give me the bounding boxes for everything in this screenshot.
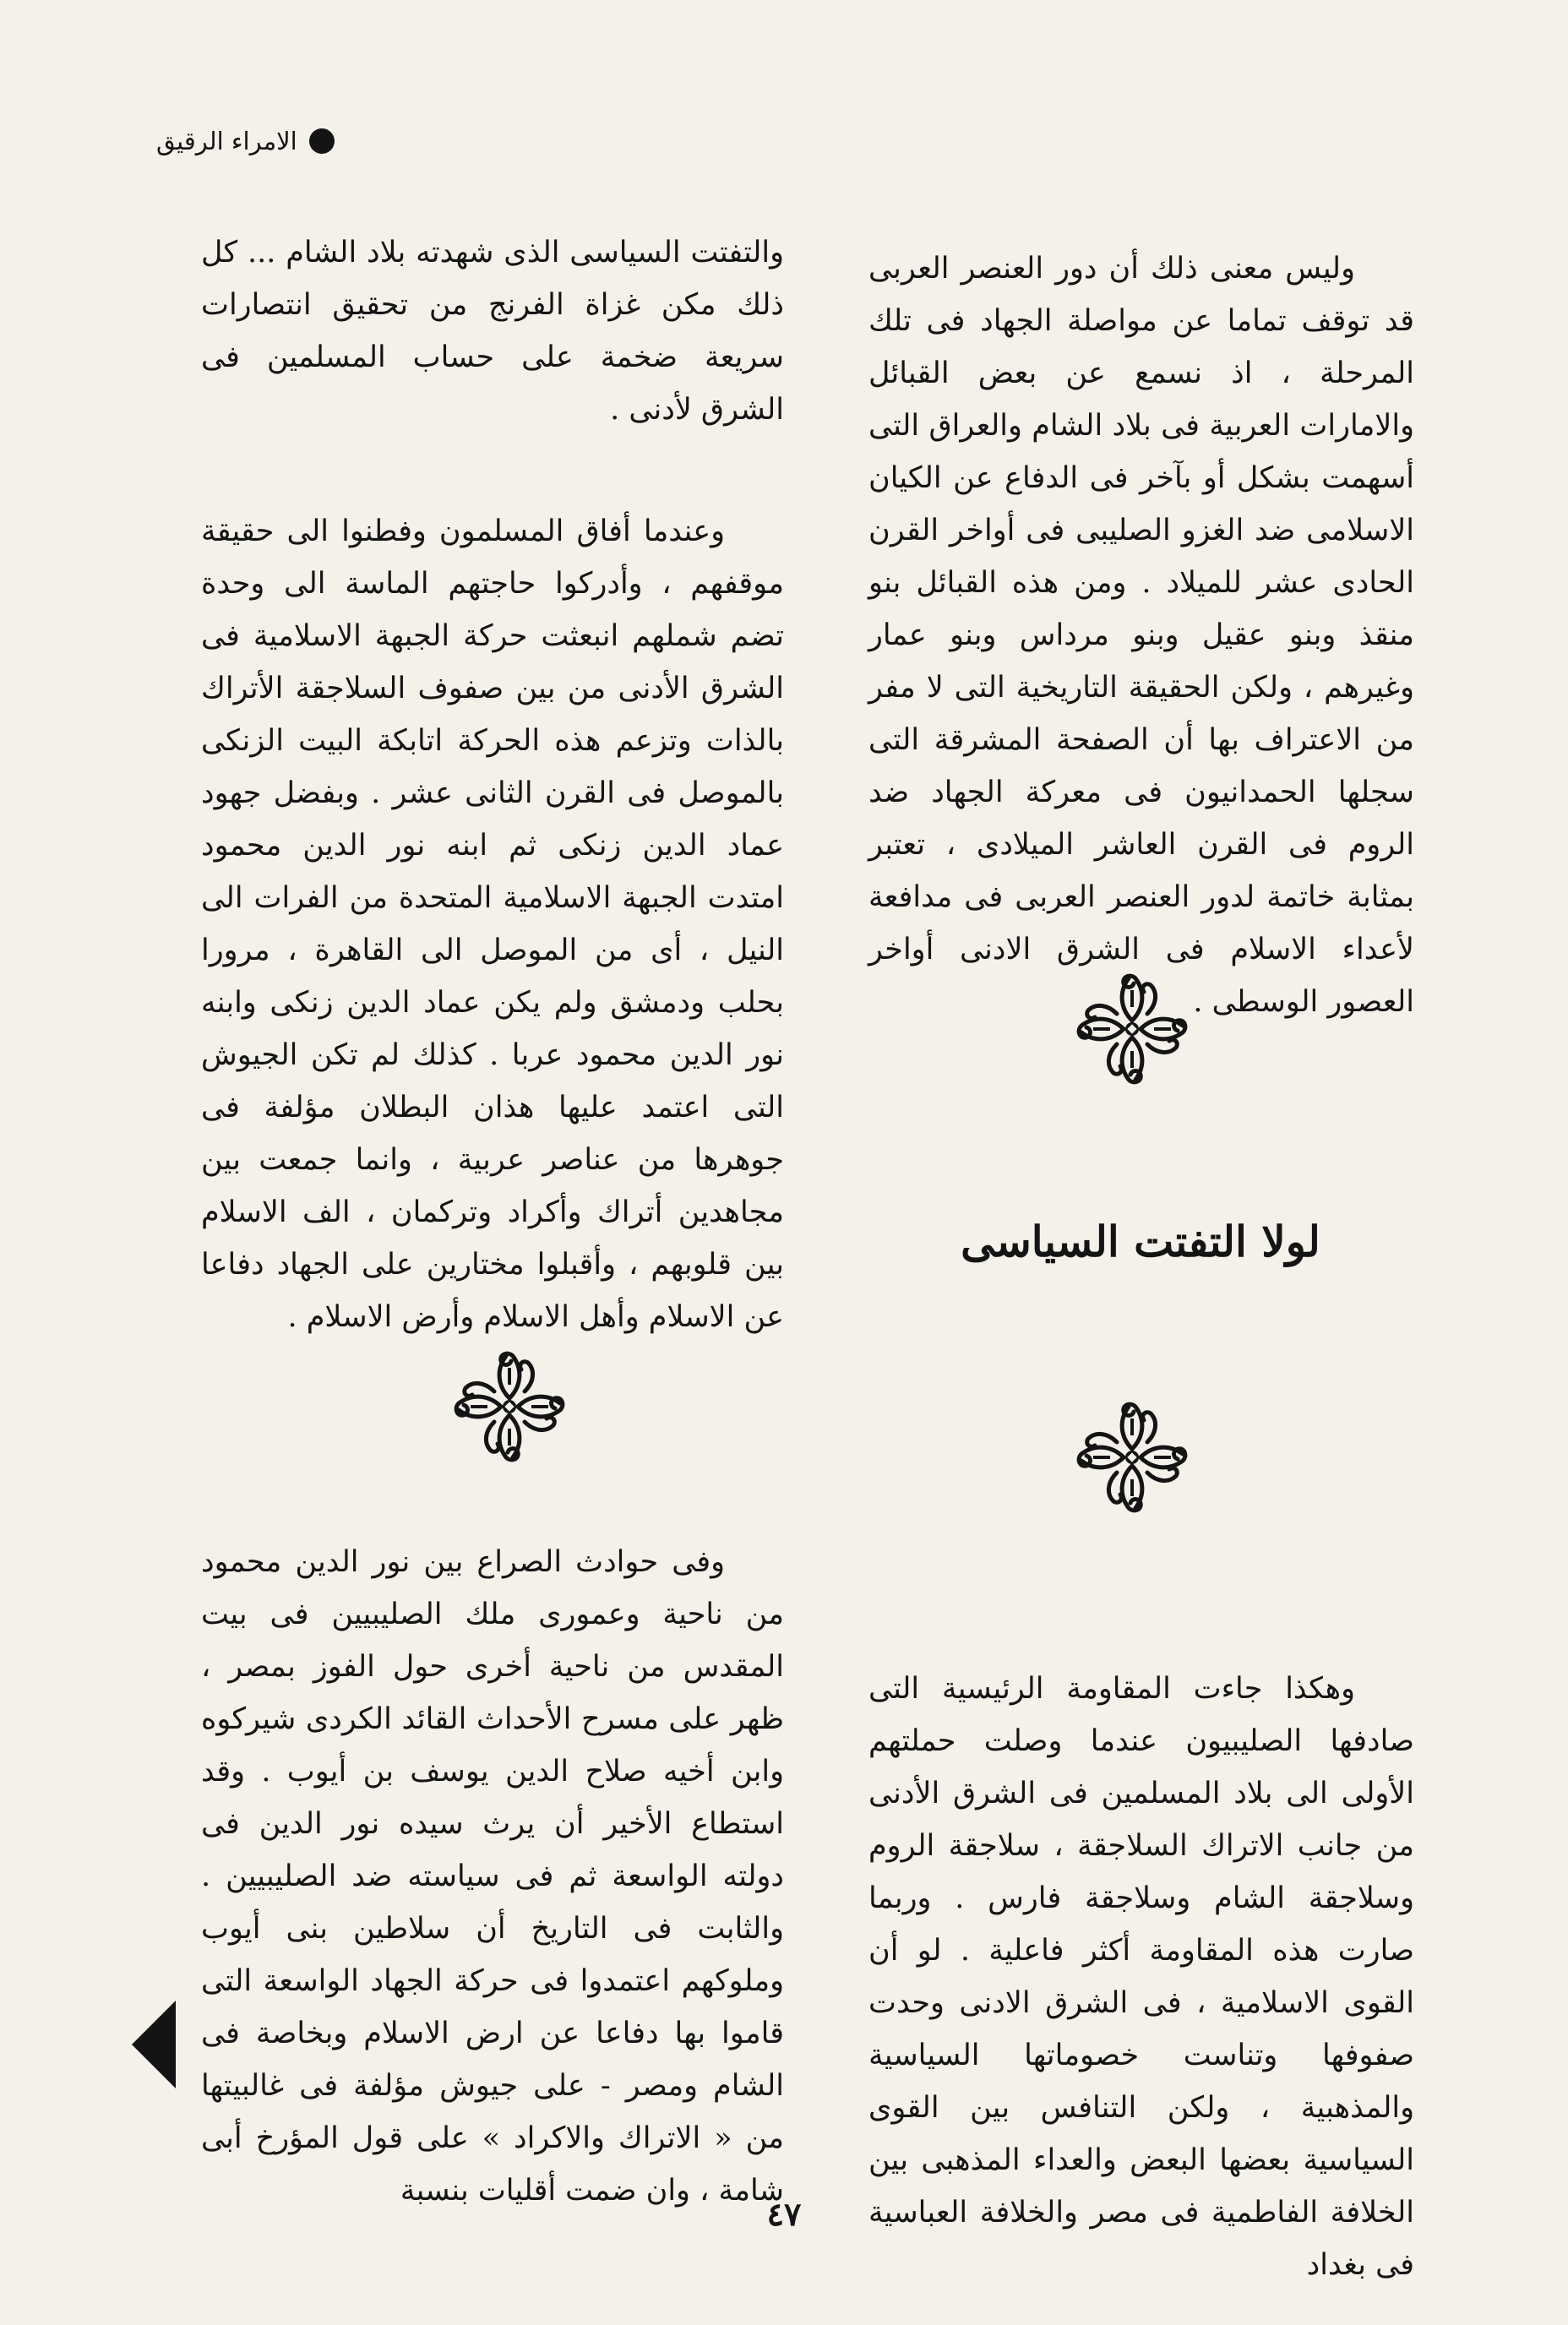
paragraph: والتفتت السياسى الذى شهدته بلاد الشام ... كل ذلك مكن غزاة الفرنج من تحقيق انتصارات سريعة ضخمة على حساب المسلمين فى الشرق لأدنى .	[201, 236, 784, 427]
paragraph: وفى حوادث الصراع بين نور الدين محمود من ناحية وعمورى ملك الصليبيين فى بيت المقدس من ناحية أخرى حول الفوز بمصر ، ظهر على مسرح الأحداث القائد الكردى شيركوه وابن أخيه صلاح الدين يوسف بن أيوب . وقد استطاع الأخير أن يرث سيده نور الدين فى دولته الواسعة ثم فى سياسته ضد الصليبيين . والثابت فى التاريخ أن سلاطين بنى أيوب وملوكهم اعتمدوا فى حركة الجهاد الواسعة التى قاموا بها دفاعا عن ارض الاسلام وبخاصة فى الشام ومصر - على جيوش مؤلفة فى غالبيتها من « الاتراك والاكراد » على قول المؤرخ أبى شامة ، وان ضمت أقليات بنسبة	[201, 1545, 784, 2208]
left-column-top-text	[201, 226, 784, 436]
left-column-middle-text	[201, 505, 784, 1343]
floral-ornament-icon	[446, 1343, 573, 1470]
page-header	[156, 127, 335, 155]
left-column-bottom-text	[201, 1536, 784, 2217]
paragraph: وهكذا جاءت المقاومة الرئيسية التى صادفها الصليبيون عندما وصلت حملتهم الأولى الى بلاد المسلمين فى الشرق الأدنى من جانب الاتراك السلاجقة ، سلاجقة الروم وسلاجقة الشام وسلاجقة فارس . وربما صارت هذه المقاومة أكثر فاعلية . لو أن القوى الاسلامية ، فى الشرق الادنى وحدت صفوفها وتناست خصوماتها السياسية والمذهبية ، ولكن التنافس بين القوى السياسية بعضها البعض والعداء المذهبى بين الخلافة الفاطمية فى مصر والخلافة العباسية فى بغداد	[868, 1672, 1414, 2282]
right-column-top-text	[868, 242, 1414, 1028]
header-title: الامراء الرقيق	[156, 127, 297, 155]
page-number: ٤٧	[766, 2195, 802, 2233]
floral-ornament-icon	[1069, 1394, 1195, 1521]
section-heading: لولا التفتت السياسى	[961, 1217, 1320, 1266]
triangle-left-icon	[132, 2001, 176, 2088]
bullet-icon	[309, 128, 335, 154]
paragraph: وعندما أفاق المسلمون وفطنوا الى حقيقة موقفهم ، وأدركوا حاجتهم الماسة الى وحدة تضم شملهم انبعثت حركة الجبهة الاسلامية فى الشرق الأدنى من بين صفوف السلاجقة الأتراك بالذات وتزعم هذه الحركة اتابكة البيت الزنكى بالموصل فى القرن الثانى عشر . وبفضل جهود عماد الدين زنكى ثم ابنه نور الدين محمود امتدت الجبهة الاسلامية المتحدة من الفرات الى النيل ، أى من الموصل الى القاهرة ، مرورا بحلب ودمشق ولم يكن عماد الدين زنكى وابنه نور الدين محمود عربا . كذلك لم تكن الجيوش التى اعتمد عليها هذان البطلان مؤلفة فى جوهرها من عناصر عربية ، وانما جمعت بين مجاهدين أتراك وأكراد وتركمان ، الف الاسلام بين قلوبهم ، وأقبلوا مختارين على الجهاد دفاعا عن الاسلام وأهل الاسلام وأرض الاسلام .	[201, 515, 784, 1334]
paragraph: وليس معنى ذلك أن دور العنصر العربى قد توقف تماما عن مواصلة الجهاد فى تلك المرحلة ، اذ نسمع عن بعض القبائل والامارات العربية فى بلاد الشام والعراق التى أسهمت بشكل أو بآخر فى الدفاع عن الكيان الاسلامى ضد الغزو الصليبى فى أواخر القرن الحادى عشر للميلاد . ومن هذه القبائل بنو منقذ وبنو عقيل وبنو مرداس وبنو عمار وغيرهم ، ولكن الحقيقة التاريخية التى لا مفر من الاعتراف بها أن الصفحة المشرقة التى سجلها الحمدانيون فى معركة الجهاد ضد الروم فى القرن العاشر الميلادى ، تعتبر بمثابة خاتمة لدور العنصر العربى فى مدافعة لأعداء الاسلام فى الشرق الادنى أواخر العصور الوسطى .	[868, 252, 1414, 1019]
floral-ornament-icon	[1069, 966, 1195, 1092]
